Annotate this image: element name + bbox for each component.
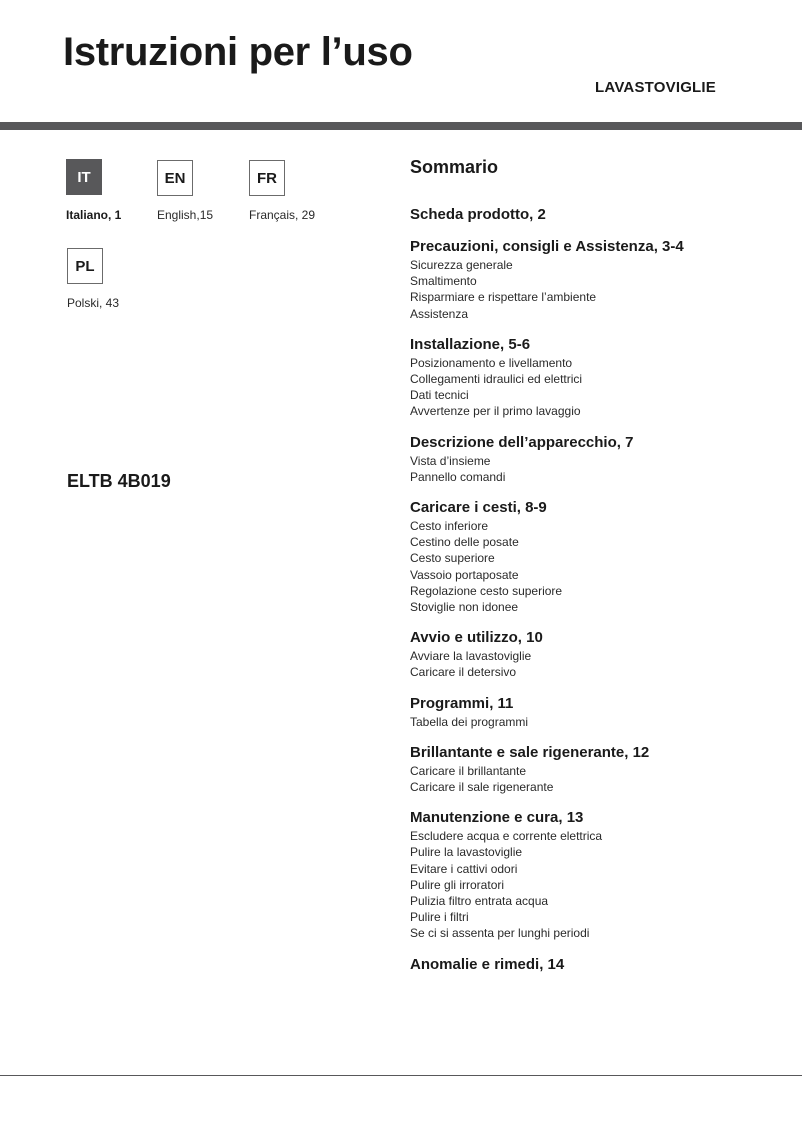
toc-subitem: Assistenza: [410, 306, 469, 321]
lang-box-en[interactable]: EN: [157, 160, 193, 196]
toc-subitem: Dati tecnici: [410, 388, 469, 403]
toc-subitem: Sicurezza generale: [410, 258, 513, 272]
toc-subitem: Stoviglie non idonee: [410, 600, 519, 615]
toc-subitem: Se ci si assenta per lunghi periodi: [410, 926, 590, 941]
toc-section-title[interactable]: Descrizione dell’apparecchio, 7: [410, 433, 634, 451]
lang-box-fr[interactable]: FR: [249, 160, 285, 196]
lang-label-pl[interactable]: Polski, 43: [67, 296, 120, 310]
toc-section-title[interactable]: Installazione, 5-6: [410, 335, 531, 353]
toc-subitem: Tabella dei programmi: [410, 714, 529, 729]
toc-subitem: Smaltimento: [410, 274, 477, 289]
header-divider: [0, 122, 802, 130]
lang-box-pl[interactable]: PL: [67, 248, 103, 284]
toc-section-title[interactable]: Programmi, 11: [410, 694, 514, 712]
toc-section-title[interactable]: Precauzioni, consigli e Assistenza, 3-4: [410, 238, 684, 255]
toc-subitem: Pulizia filtro entrata acqua: [410, 894, 549, 909]
toc-section: [410, 434, 790, 485]
toc-subitem: Regolazione cesto superiore: [410, 583, 563, 598]
toc-subitem: Caricare il brillantante: [410, 763, 527, 778]
toc-section: [410, 809, 790, 941]
toc-section-title[interactable]: Brillantante e sale rigenerante, 12: [410, 743, 650, 761]
toc-subitem: Caricare il sale rigenerante: [410, 780, 554, 795]
toc-section-title[interactable]: Scheda prodotto, 2: [410, 206, 546, 223]
model-number: ELTB 4B019: [67, 471, 171, 491]
toc-section-title[interactable]: Caricare i cesti, 8-9: [410, 499, 547, 517]
lang-label-it[interactable]: Italiano, 1: [66, 208, 122, 222]
footer-divider: [0, 1075, 802, 1076]
toc-subitem: Pannello comandi: [410, 469, 506, 484]
toc-section-title[interactable]: Manutenzione e cura, 13: [410, 809, 584, 827]
toc-subitem: Evitare i cattivi odori: [410, 861, 518, 876]
lang-label-en[interactable]: English,15: [157, 208, 214, 222]
toc-subitem: Pulire gli irroratori: [410, 877, 505, 892]
toc-sections: [410, 206, 790, 974]
toc-subitem: Cesto inferiore: [410, 519, 489, 534]
toc-subitem: Collegamenti idraulici ed elettrici: [410, 372, 583, 387]
toc-subitem: Vassoio portaposate: [410, 567, 519, 582]
toc-subitem: Vista d’insieme: [410, 453, 491, 468]
toc-section: [410, 629, 790, 680]
product-category: LAVASTOVIGLIE: [595, 79, 716, 96]
toc-subitem: Escludere acqua e corrente elettrica: [410, 829, 603, 844]
table-of-contents: [410, 156, 790, 988]
toc-subitem: Pulire la lavastoviglie: [410, 845, 523, 860]
lang-box-it[interactable]: IT: [66, 159, 102, 195]
toc-section-title[interactable]: Avvio e utilizzo, 10: [410, 629, 543, 647]
toc-heading: Sommario: [410, 157, 499, 177]
toc-section: [410, 695, 790, 730]
toc-section: [410, 336, 790, 420]
toc-subitem: Risparmiare e rispettare l’ambiente: [410, 290, 597, 305]
toc-subitem: Posizionamento e livellamento: [410, 355, 573, 370]
toc-section: [410, 206, 790, 224]
toc-section: [410, 956, 790, 974]
toc-subitem: Avvertenze per il primo lavaggio: [410, 404, 581, 419]
toc-subitem: Cesto superiore: [410, 551, 495, 566]
toc-section: [410, 499, 790, 615]
toc-section: [410, 238, 790, 322]
toc-subitem: Caricare il detersivo: [410, 665, 517, 680]
page-title: Istruzioni per l’uso: [63, 30, 413, 74]
toc-section: [410, 744, 790, 795]
toc-subitem: Pulire i filtri: [410, 910, 469, 925]
toc-section-title[interactable]: Anomalie e rimedi, 14: [410, 955, 565, 973]
toc-subitem: Cestino delle posate: [410, 535, 519, 550]
toc-subitem: Avviare la lavastoviglie: [410, 649, 532, 664]
lang-label-fr[interactable]: Français, 29: [249, 208, 316, 222]
